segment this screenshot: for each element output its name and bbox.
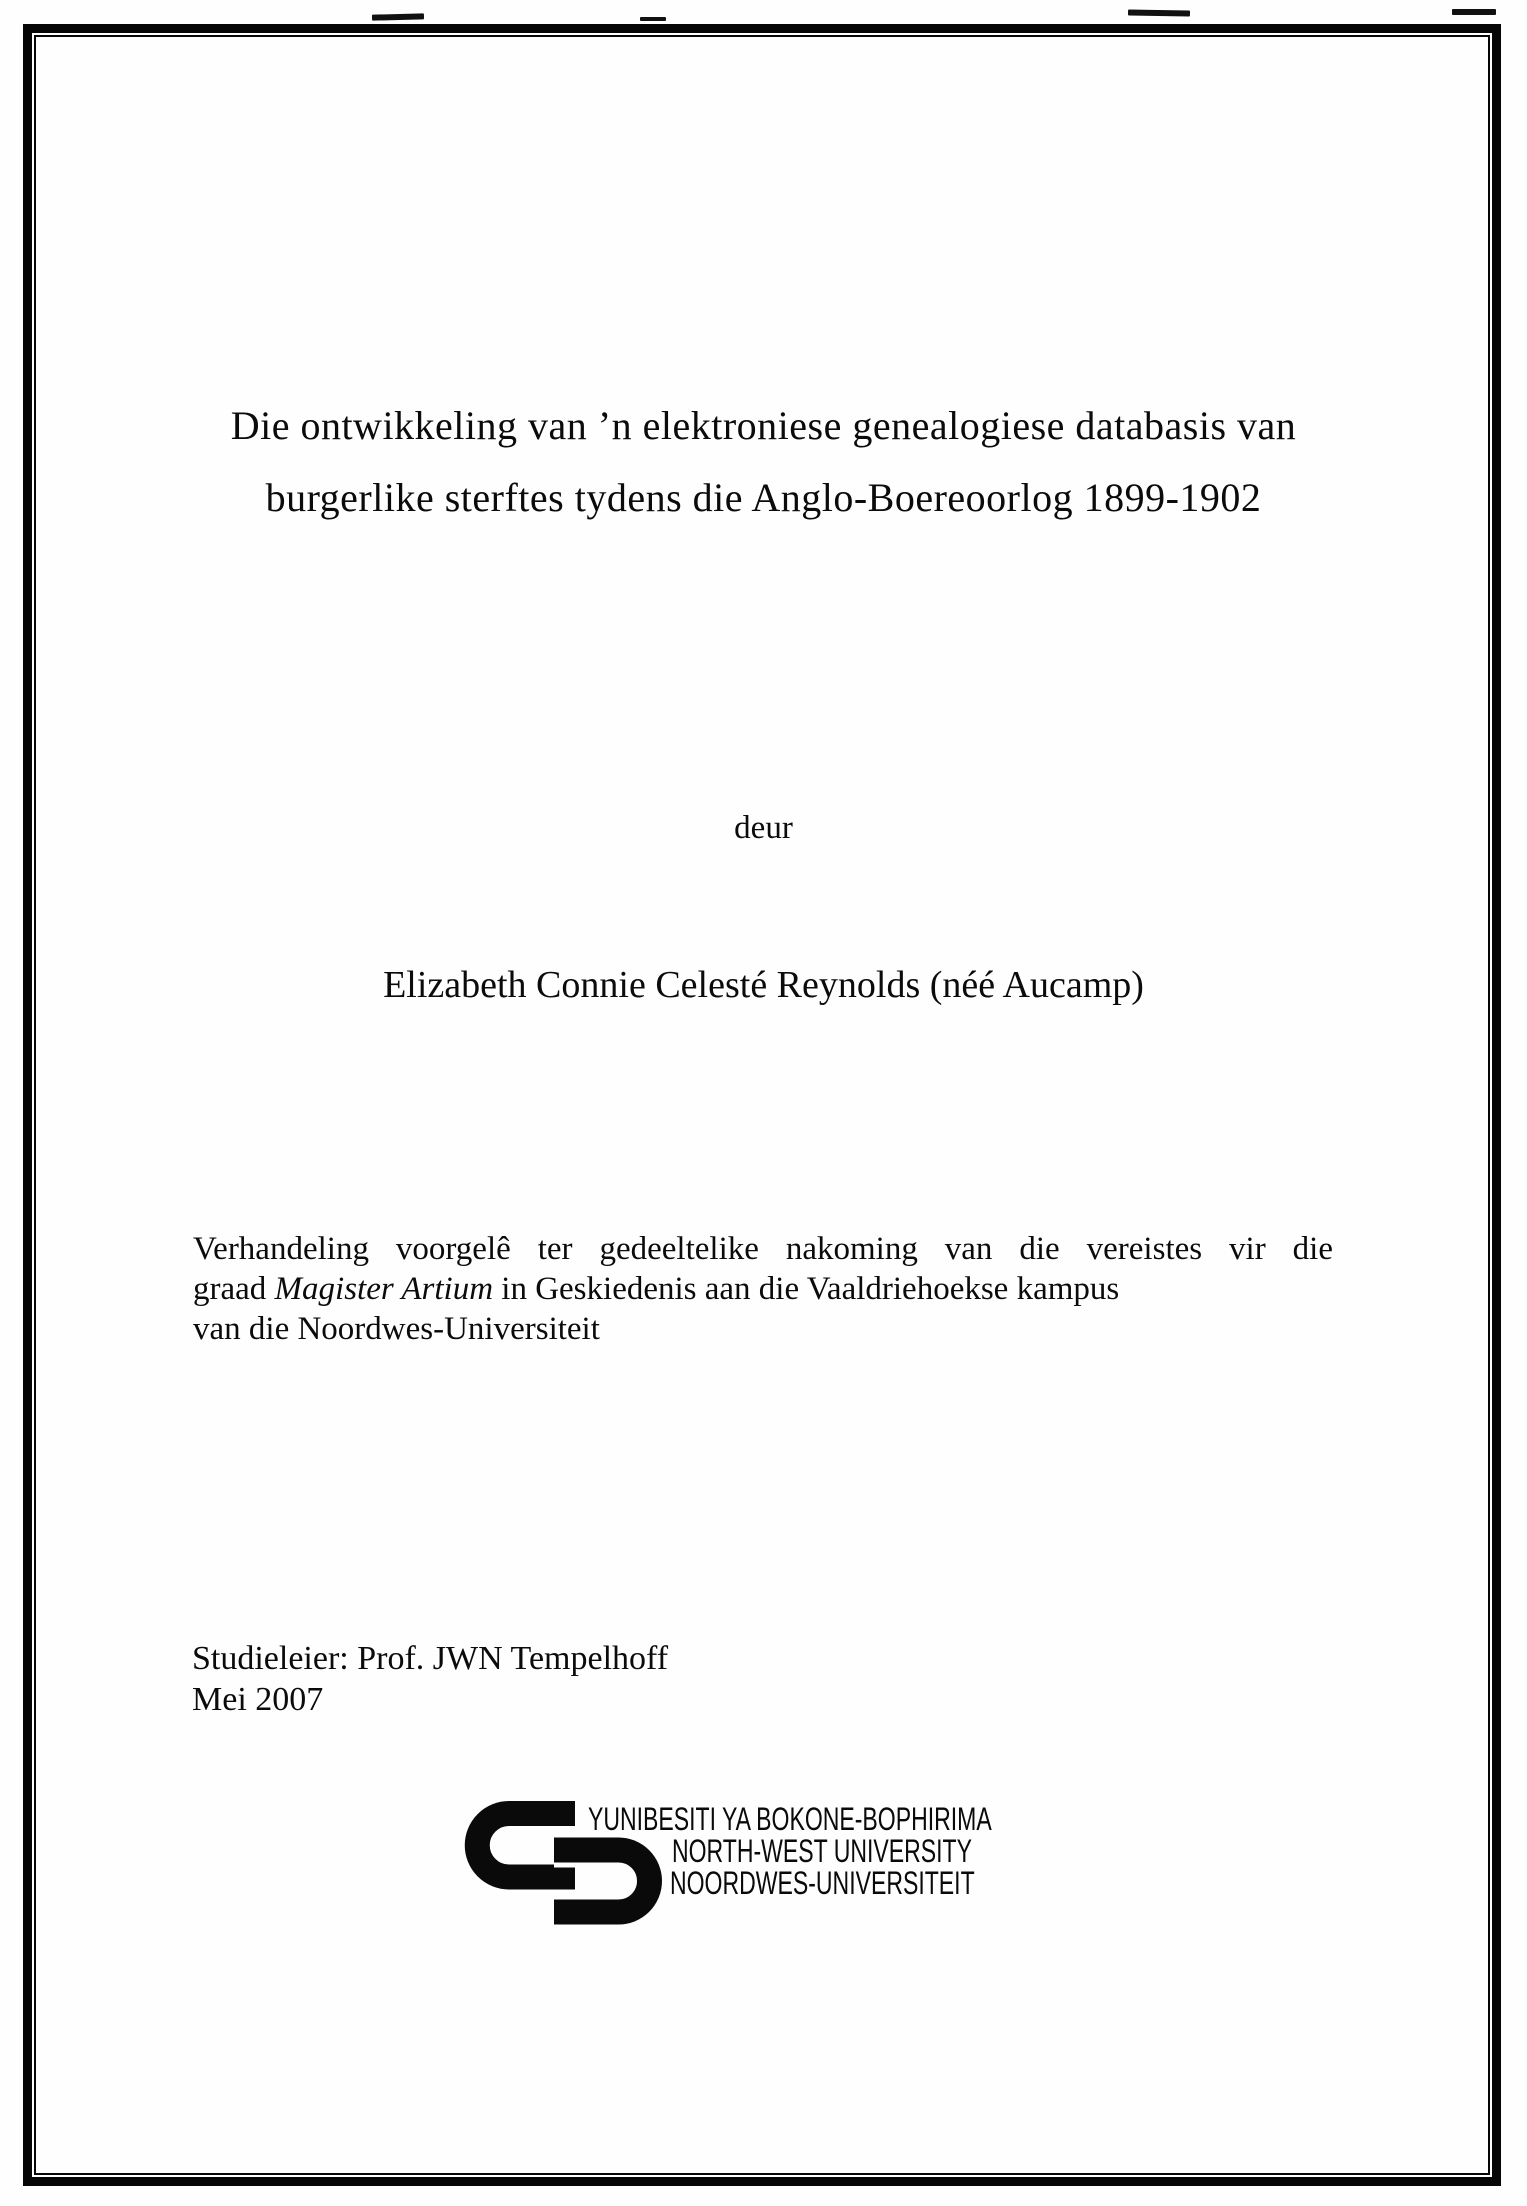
statement-line2 [193, 1269, 1333, 1309]
scan-artifact [640, 17, 666, 21]
logo-wordmark-setswana: YUNIBESITI YA BOKONE-BOPHIRIMA [588, 1801, 992, 1837]
statement-line3: van die Noordwes-Universiteit [193, 1311, 600, 1347]
thesis-title-line2: burgerlike sterftes tydens die Anglo-Boereoorlog 1899-1902 [265, 475, 1262, 520]
logo-wordmark-english: NORTH-WEST UNIVERSITY [672, 1833, 972, 1869]
statement-line2-pre: graad [193, 1271, 275, 1307]
thesis-title-line1: Die ontwikkeling van ’n elektroniese genealogiese databasis van [230, 403, 1297, 448]
supervisor-date-block [192, 1638, 668, 1720]
author-name: Elizabeth Connie Celesté Reynolds (néé Aucamp) [383, 964, 1144, 1006]
scan-artifact [372, 13, 424, 20]
supervisor-line: Studieleier: Prof. JWN Tempelhoff [192, 1640, 669, 1677]
thesis-title [0, 390, 1527, 534]
date-line: Mei 2007 [192, 1681, 324, 1718]
logo-wordmark-afrikaans: NOORDWES-UNIVERSITEIT [670, 1865, 975, 1901]
submission-statement [193, 1229, 1333, 1349]
degree-name-italic: Magister Artium [274, 1271, 494, 1307]
scan-artifact [1128, 9, 1190, 16]
byline: deur [734, 810, 793, 846]
statement-line2-post: in Geskiedenis aan die Vaaldriehoekse kampus [493, 1271, 1120, 1307]
statement-line1: Verhandeling voorgelê ter gedeeltelike nakoming van die vereistes vir die [193, 1231, 1333, 1267]
scan-artifact [1452, 9, 1496, 15]
